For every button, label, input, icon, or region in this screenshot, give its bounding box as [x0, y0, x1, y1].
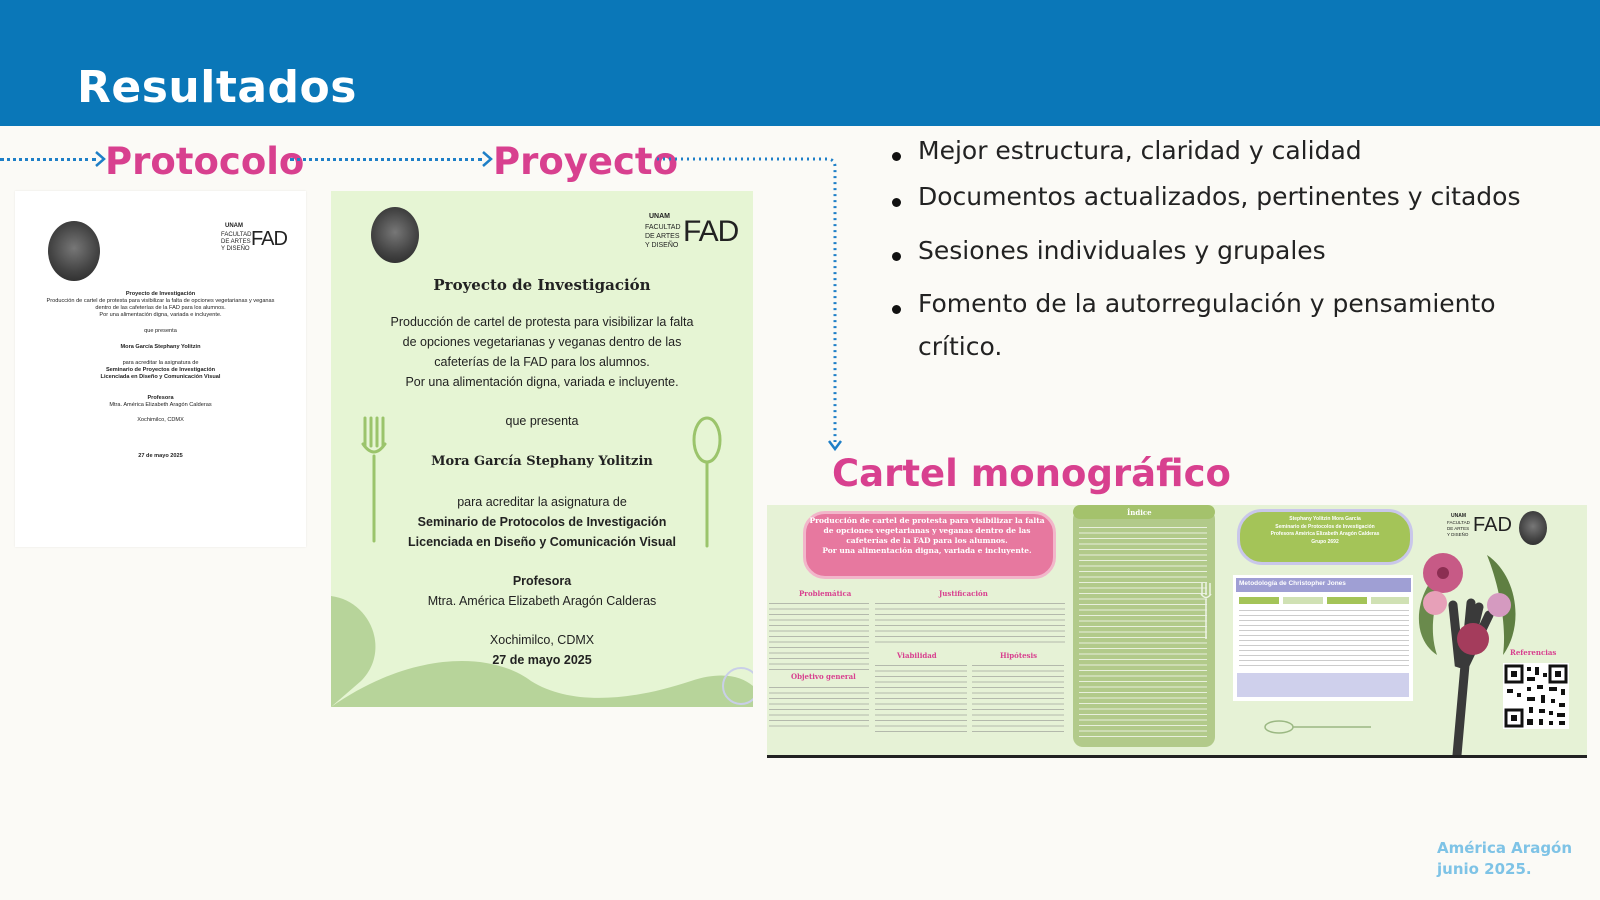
fork-icon: [359, 416, 389, 546]
spoon-icon: [689, 416, 725, 551]
slide-footer: América Aragón junio 2025.: [1437, 839, 1573, 878]
poster-problematica: Problemática: [799, 589, 852, 598]
unam-seal-logo: [371, 207, 419, 263]
poster-spoon-icon: [1263, 717, 1373, 737]
protocolo-heading: Proyecto de Investigación: [125, 291, 196, 297]
poster-unam-seal: [1519, 511, 1547, 545]
poster-metodologia-title: Metodología de Christopher Jones: [1239, 580, 1346, 587]
poster-viabilidad: Viabilidad: [897, 651, 937, 660]
slide-title: Resultados: [77, 62, 357, 113]
connector-proyecto: [290, 158, 482, 161]
arrow-head-icon: [481, 150, 493, 168]
poster-indice: Índice: [1127, 508, 1152, 517]
unam-seal-logo: [48, 221, 100, 281]
poster-fork-icon: [1199, 581, 1213, 641]
connector-protocolo: [0, 158, 96, 161]
poster-qr-code-icon: [1503, 663, 1569, 729]
proyecto-heading: Proyecto de Investigación: [433, 276, 651, 294]
poster-justificacion: Justificación: [939, 589, 988, 598]
proyecto-document: UNAM FACULTAD DE ARTES Y DISEÑO FAD Proyecto de Investigación Producción de cartel de protesta para visibilizar la falta de opciones vegetarianas y veganas dentro de las cafeterías de la FAD para los alumnos. Por una alimentación digna, variada e incluyente. que presenta Mora García Stephany Yolitzin para acreditar la asignatura de Seminario de Protocolos de Investigación Licenciada en Diseño y Comunicación Visual Profesora Mtra. América Elizabeth Aragón Calderas Xochimilco, CDMX 27 de mayo 2025: [331, 191, 753, 707]
fad-logo: UNAM FACULTAD DE ARTES Y DISEÑO FAD: [221, 223, 287, 252]
poster-fad-logo: UNAM FACULTAD DE ARTES Y DISEÑO FAD: [1447, 513, 1512, 537]
fad-logo: UNAM FACULTAD DE ARTES Y DISEÑO FAD: [645, 213, 739, 249]
label-proyecto: Proyecto: [493, 140, 679, 183]
cartel-poster: Producción de cartel de protesta para visibilizar la falta de opciones vegetarianas y veganas dentro de las cafeterías de la FAD para los alumnos. Por una alimentación digna, variada e incluyente. Problemática Justificación Viabilidad Hipótesis Objetivo general Índice Stephany Yolitzin Mora García Seminario de Protocolos de Investigación Profesora América Elizabeth Aragón Calderas Grupo 2692 Metodología de Christopher Jones UNAM FACULTAD DE ARTES Y DISEÑO FAD Referencias: [767, 505, 1587, 758]
protocolo-document: UNAM FACULTAD DE ARTES Y DISEÑO FAD Proyecto de Investigación Producción de cartel de protesta para visibilizar la falta de opciones vegetarianas y veganas dentro de las cafeterías de la FAD para los alumnos. Por una alimentación digna, variada e incluyente. que presenta Mora García Stephany Yolitzin para acreditar la asignatura de Seminario de Proyectos de Investigación Licenciada en Diseño y Comunicación Visual Profesora Mtra. América Elizabeth Aragón Calderas Xochimilco, CDMX 27 de mayo 2025: [15, 191, 306, 547]
label-protocolo: Protocolo: [105, 140, 305, 183]
poster-hipotesis: Hipótesis: [1000, 651, 1038, 660]
poster-objetivo: Objetivo general: [791, 672, 856, 681]
label-cartel: Cartel monográfico: [832, 452, 1231, 495]
poster-referencias: Referencias: [1510, 648, 1557, 657]
